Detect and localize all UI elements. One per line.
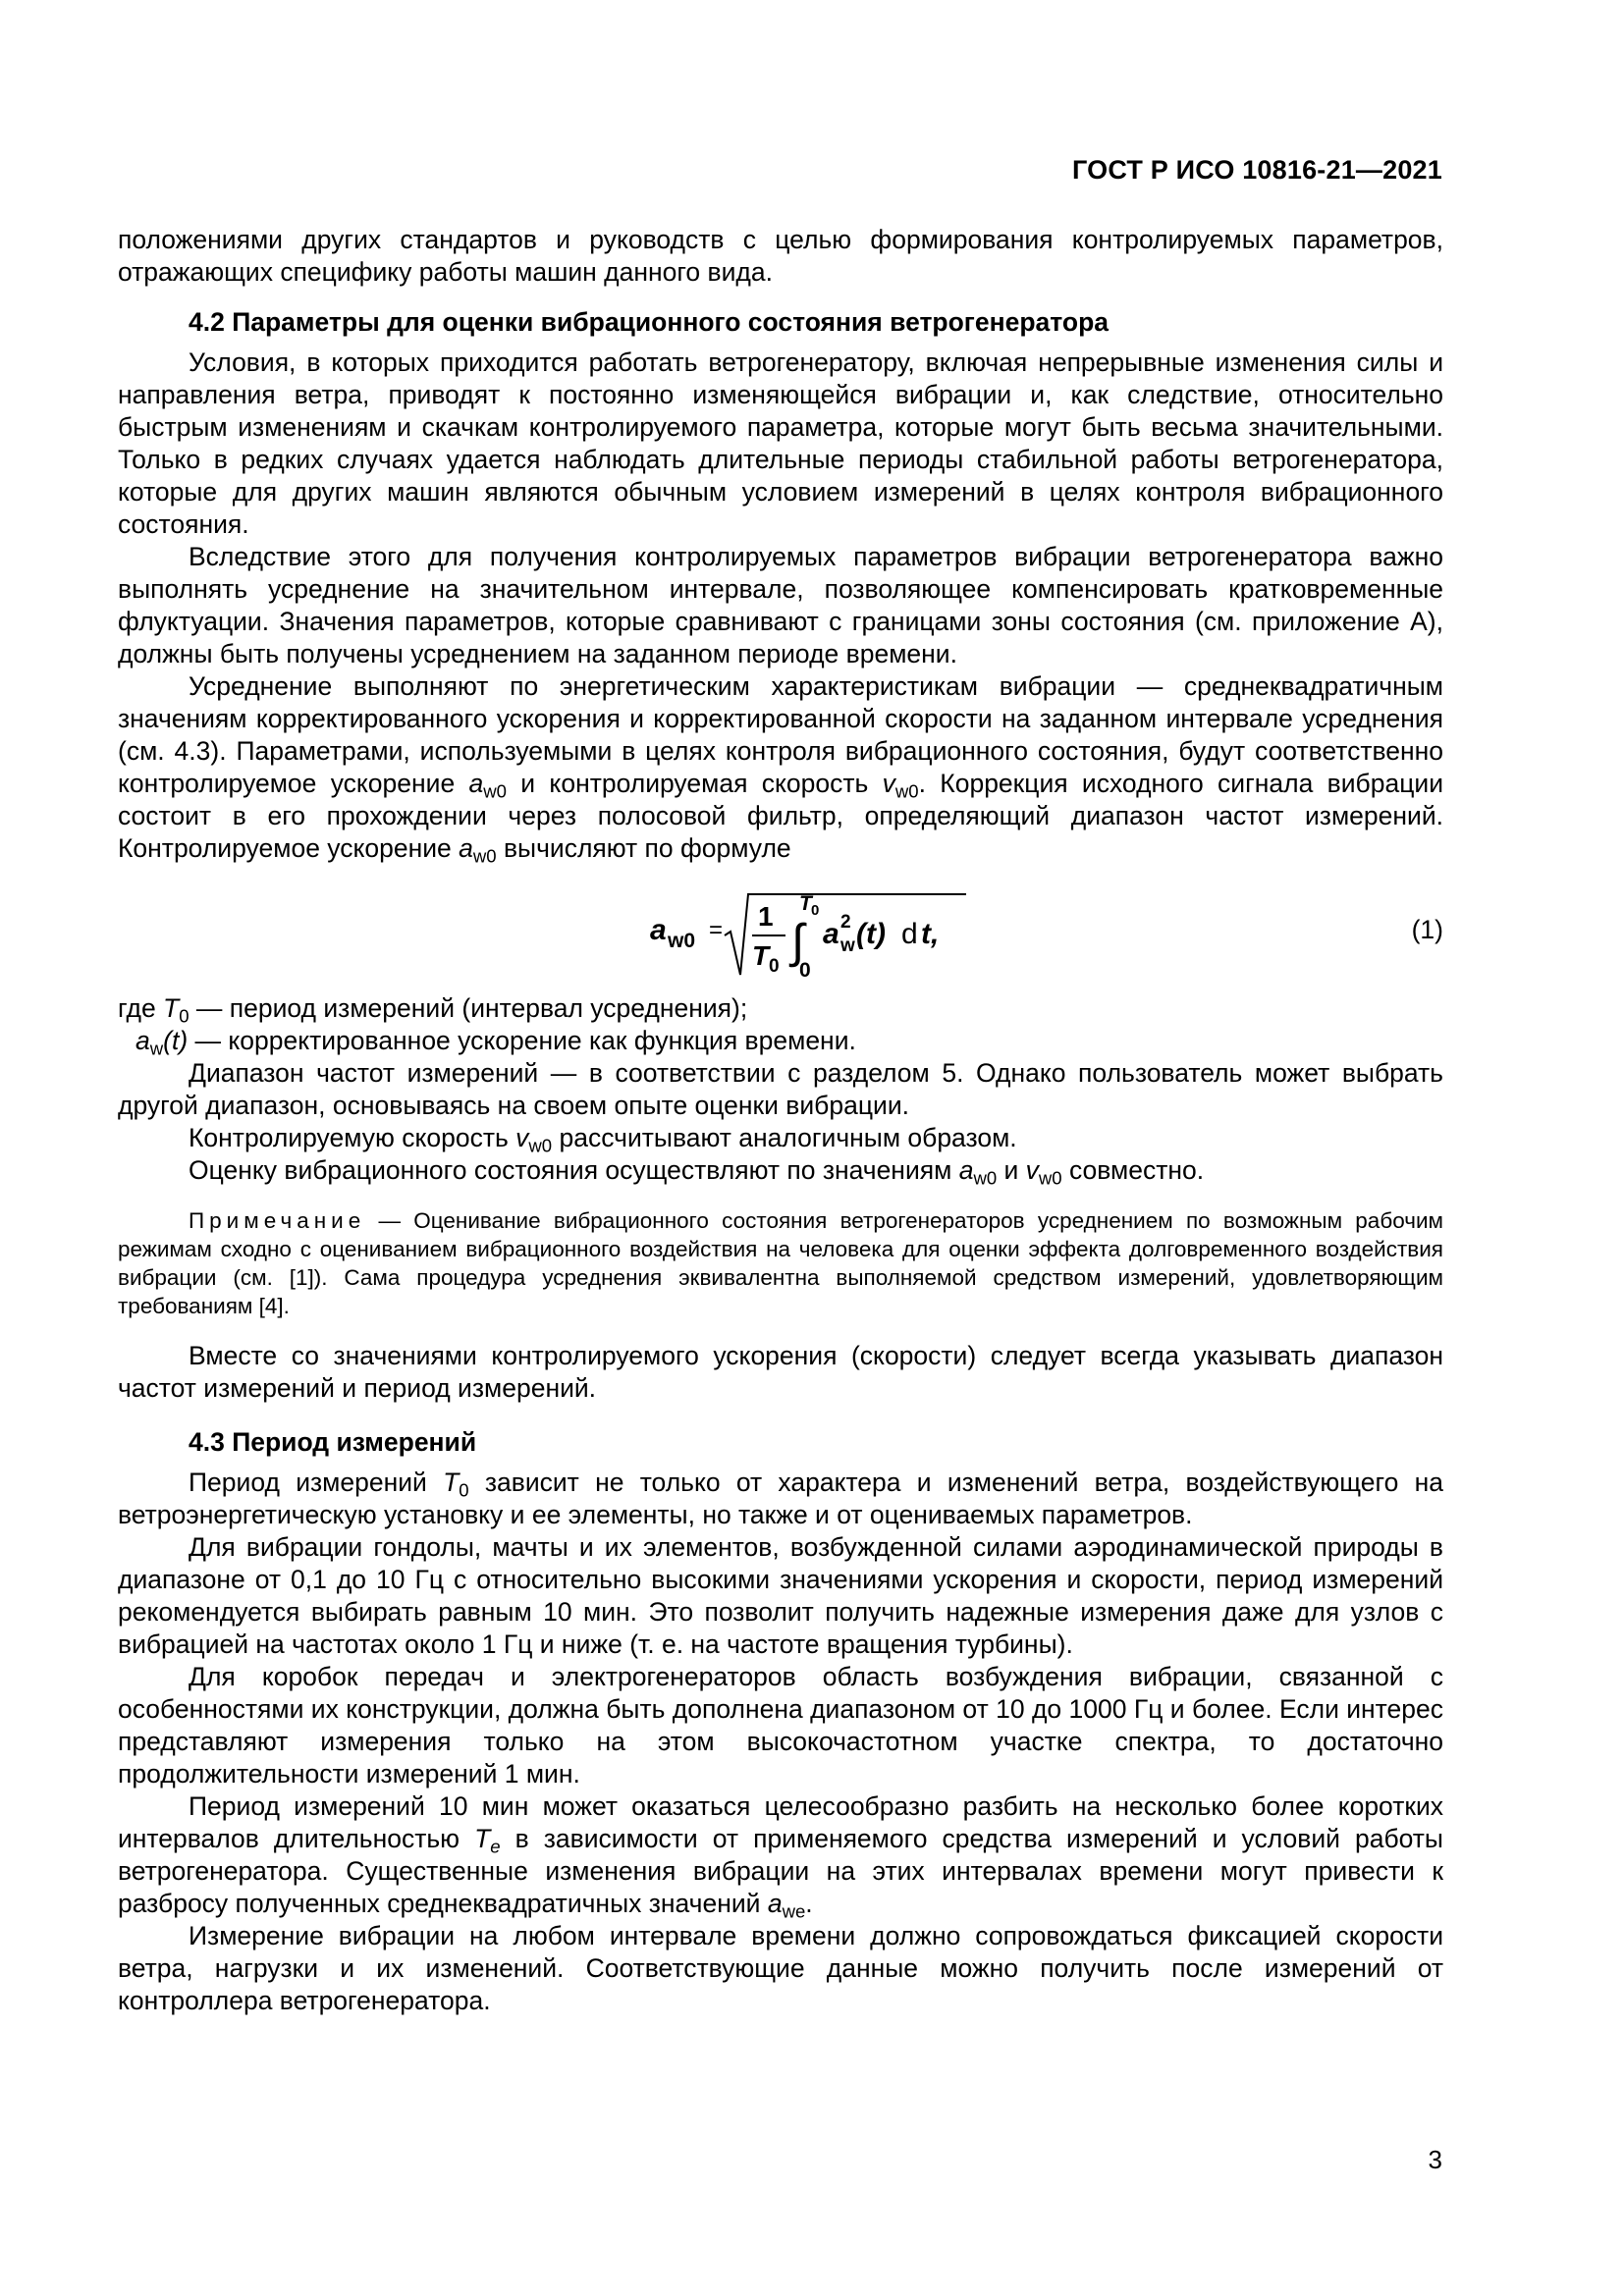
paragraph: Вместе со значениями контролируемого ускорения (скорости) следует всегда указывать диапазон частот измерений и период измерений. [118,1341,1443,1403]
formula-row [118,879,1443,985]
integrand-arg: (t) [856,918,886,950]
formula-denominator-sub: 0 [769,956,780,977]
symbol-a-w0: $a_{w0}$ [459,833,497,867]
paragraph: Для вибрации гондолы, мачты и их элементов, возбужденной силами аэродинамической природы в диапазоне от 0,1 до 10 Гц с относительно высокими значениями ускорения и скорости, период измерений рекомендуется выбирать равным 10 мин. Это позволит получить надежные измерения даже для узлов с вибрацией на частотах около 1 Гц и ниже (т. е. на частоте вращения турбины). [118,1532,1443,1659]
symbol-v-w0: $v_{w0}$ [882,769,919,802]
paragraph: Условия, в которых приходится работать ветрогенератору, включая непрерывные изменения силы и направления ветра, приводят к постоянно изменяющейся вибрации и, как следствие, относительно быстрым изменениям и скачкам контролируемого параметра, которые могут быть весьма значительными. Только в редких случаях удается наблюдать длительные периоды стабильной работы ветрогенератора, которые для других машин являются обычным условием измерений в целях контроля вибрационного состояния. [118,347,1443,539]
formula-equals: = [709,917,724,943]
differential-t: t, [921,918,940,950]
integrand-sup: 2 [840,912,851,933]
paragraph: Контролируемую скорость $v_{w0}$ рассчитывают аналогичным образом. [189,1123,1017,1156]
note-text: — Оценивание вибрационного состояния ветрогенераторов усреднением по возможным рабочим режимам сходно с оцениванием вибрационного воздействия на человека для оценки эффекта долговременного воздействия вибрации (см. [1]). Сама процедура усреднения эквивалентна выполняемой средством измерений, удовлетворяющим требованиям [4]. [118,1208,1443,1318]
where-line: где $T_0$ — период измерений (интервал усреднения); [118,993,748,1027]
intro-paragraph: положениями других стандартов и руководств с целью формирования контролируемых параметров, отражающих специфику работы машин данного вида. [118,225,1443,287]
paragraph: Диапазон частот измерений — в соответствии с разделом 5. Однако пользователь может выбрать другой диапазон, основываясь на своем опыте оценки вибрации. [118,1058,1443,1120]
paragraph: Усреднение выполняют по энергетическим характеристикам вибрации — среднеквадратичным значениям корректированного ускорения и корректированной скорости на заданном интервале усреднения (см. 4.3). Параметрами, используемыми в целях контроля вибрационного состояния, будут соответственно контролируемое ускорение $a_{w0}$ и контролируемая скорость $v_{w0}$. Коррекция исходного сигнала вибрации состоит в его прохождении через полосовой фильтр, определяющий диапазон частот измерений. Контролируемое ускорение $a_{w0}$ вычисляют по формуле [118,671,1443,867]
note [118,1206,1443,1320]
section-heading-4-3: 4.3 Период измерений [189,1427,477,1457]
note-label: Примечание [189,1208,366,1233]
paragraph: Оценку вибрационного состояния осуществляют по значениям $a_{w0}$ и $v_{w0}$ совместно. [189,1155,1205,1189]
integrand: a [823,918,839,950]
integral-sign: ∫ [791,916,805,968]
page-body [118,224,1443,2017]
symbol-a-w0: $a_{w0}$ [468,769,507,802]
page-number: 3 [1428,2145,1442,2174]
formula-numerator: 1 [758,901,774,932]
where-line: $a_w(t)$ — корректированное ускорение как функция времени. [135,1026,856,1059]
paragraph: Вследствие этого для получения контролируемых параметров вибрации ветрогенератора важно выполнять усреднение на значительном интервале, позволяющее компенсировать кратковременные флуктуации. Значения параметров, которые сравнивают с границами зоны состояния (см. приложение А), должны быть получены усреднением на заданном периоде времени. [118,542,1443,668]
document-header: ГОСТ Р ИСО 10816-21—2021 [1072,155,1442,185]
section-heading-4-2: 4.2 Параметры для оценки вибрационного состояния ветрогенератора [189,307,1109,337]
paragraph: Период измерений $T_0$ зависит не только от характера и изменений ветра, воздействующего на ветроэнергетическую установку и ее элементы, но также и от оцениваемых параметров. [118,1468,1443,1529]
formula-lhs-sub: w0 [668,930,696,952]
formula-1 [650,879,974,985]
integral-upper-sub: 0 [811,902,820,919]
formula-number: (1) [1411,915,1443,944]
differential-d: d [901,918,918,950]
integral-upper: T [799,892,812,915]
paragraph: Период измерений 10 мин может оказаться целесообразно разбить на несколько более коротких интервалов длительностью $T_e$ в зависимости от применяемого средства измерений и условий работы ветрогенератора. Существенные изменения вибрации на этих интервалах времени могут привести к разбросу полученных среднеквадратичных значений $a_{we}$. [118,1791,1443,1922]
formula-lhs: a [650,914,667,946]
integrand-sub: w [840,935,855,956]
paragraph: Для коробок передач и электрогенераторов область возбуждения вибрации, связанной с особенностями их конструкции, должна быть дополнена диапазоном от 10 до 1000 Гц и более. Если интерес представляют измерения только на этом высокочастотном участке спектра, то достаточно продолжительности измерений 1 мин. [118,1662,1443,1789]
integral-lower: 0 [799,959,811,982]
paragraph: Измерение вибрации на любом интервале времени должно сопровождаться фиксацией скорости ветра, нагрузки и их изменений. Соответствующие данные можно получить после измерений от контроллера ветрогенератора. [118,1921,1443,2015]
formula-denominator: T [752,940,770,971]
